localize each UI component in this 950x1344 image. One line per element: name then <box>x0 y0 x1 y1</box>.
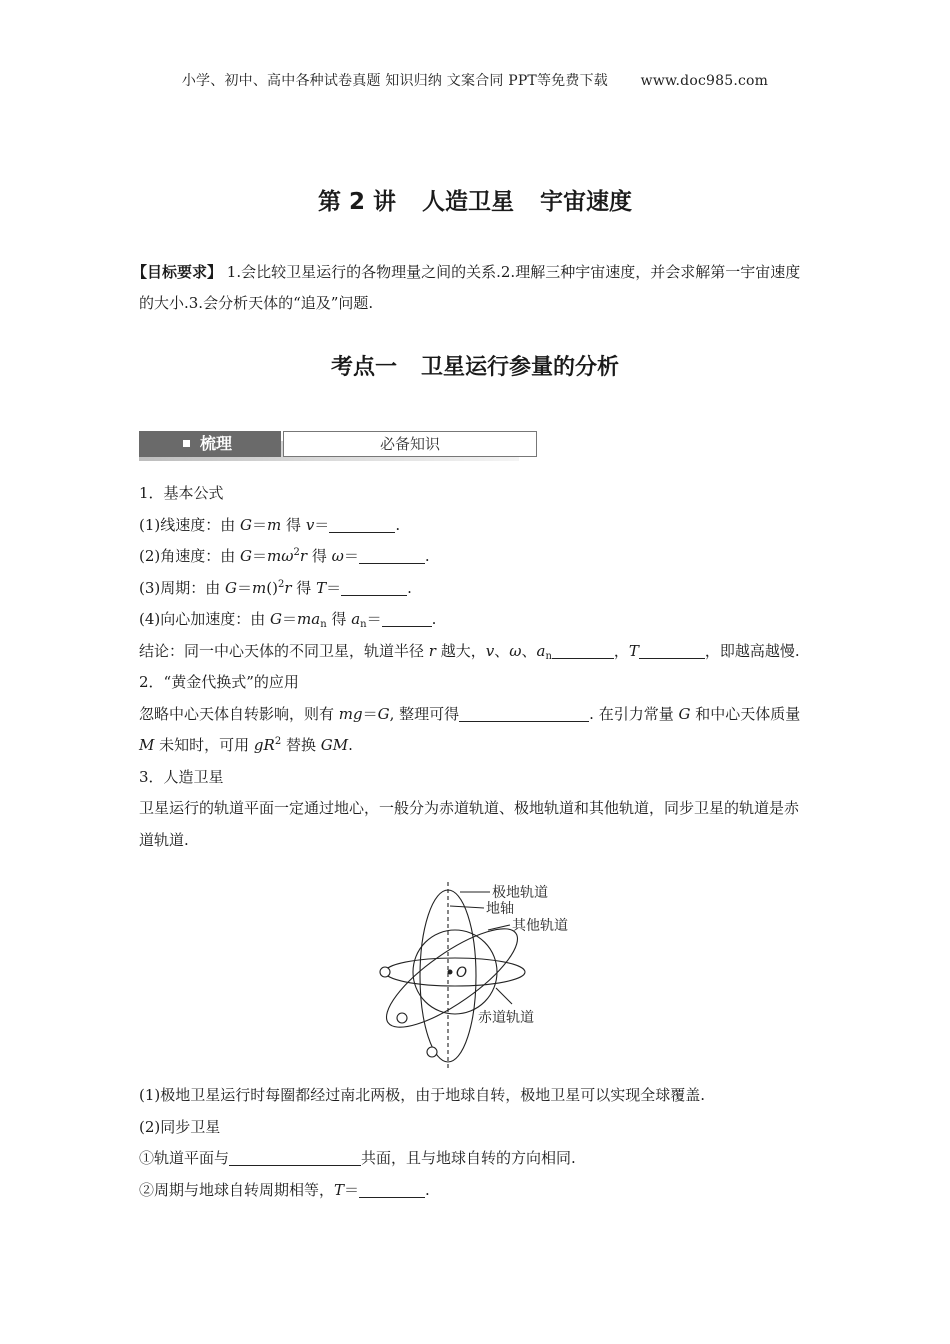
answer-blank[interactable] <box>329 516 395 533</box>
answer-blank[interactable] <box>359 1181 425 1198</box>
goal-label: 【目标要求】 <box>132 263 223 281</box>
var: mg <box>338 704 363 723</box>
earth-circle <box>413 930 497 1014</box>
geo-satellite-heading: (2)同步卫星 <box>139 1117 221 1136</box>
title-part-2: 人造卫星 <box>422 189 515 215</box>
text: 得 <box>326 610 352 628</box>
polar-satellite-text: (1)极地卫星运行时每圈都经过南北两极，由于地球自转，极地卫星可以实现全球覆盖. <box>139 1086 706 1104</box>
var: m <box>267 515 282 534</box>
main-content <box>139 478 811 856</box>
answer-blank[interactable] <box>382 610 432 627</box>
orbit-diagram <box>370 880 590 1070</box>
satellite-orbit-text: 卫星运行的轨道平面一定通过地心，一般分为赤道轨道、极地轨道和其他轨道，同步卫星的轨道是赤道轨道. <box>139 799 800 849</box>
var: v <box>305 515 315 534</box>
text: 未知时，可用 <box>154 736 254 754</box>
var: mω <box>267 547 294 565</box>
var: T <box>334 1180 345 1199</box>
answer-blank[interactable] <box>229 1149 361 1166</box>
formula-linear-velocity <box>139 510 811 542</box>
var: ω <box>509 641 522 660</box>
var: m <box>252 578 267 597</box>
var: ω <box>331 547 344 565</box>
text: 共面，且与地球自转的方向相同. <box>361 1149 576 1167</box>
text: ＝ <box>366 610 382 628</box>
golden-substitution-text <box>139 699 811 762</box>
text: ＝ <box>314 515 330 534</box>
header-site[interactable]: www.doc985.com <box>640 73 769 89</box>
banner-dark-label: 梳理 <box>200 434 233 453</box>
subscript: n <box>360 619 367 630</box>
conclusion <box>139 636 811 668</box>
answer-blank[interactable] <box>552 642 614 659</box>
label-equatorial-orbit: 赤道轨道 <box>478 1010 534 1026</box>
text: ＝ <box>237 578 253 597</box>
var: r <box>284 578 292 597</box>
text: ，即越高越慢. <box>704 641 800 660</box>
leader-equator <box>496 988 512 1004</box>
lecture-title <box>0 183 950 216</box>
text: (1)线速度：由 <box>139 515 241 534</box>
knowledge-banner <box>139 430 519 462</box>
title-part-3: 宇宙速度 <box>540 189 633 215</box>
page-header <box>0 70 950 90</box>
text: . <box>431 610 437 628</box>
answer-blank[interactable] <box>639 642 705 659</box>
text: 和中心天体质量 <box>690 704 801 723</box>
var: G <box>678 704 691 723</box>
var: r <box>299 547 308 565</box>
heading-artificial-satellite: 3．人造卫星 <box>139 767 224 786</box>
answer-blank[interactable] <box>359 547 425 564</box>
header-text: 小学、初中、高中各种试卷真题 知识归纳 文案合同 PPT等免费下载 <box>181 73 608 89</box>
var: ma <box>297 610 321 628</box>
text: ， <box>613 641 629 660</box>
text: 越大， <box>435 641 486 660</box>
text: . <box>348 736 353 754</box>
text: ＝ <box>252 547 268 565</box>
text: (4)向心加速度：由 <box>139 610 271 628</box>
center-dot <box>448 970 453 975</box>
var: G <box>240 547 253 565</box>
var: a <box>351 610 361 628</box>
text: . <box>425 1180 430 1199</box>
var: T <box>628 641 639 660</box>
formula-centripetal-acceleration <box>139 604 811 636</box>
text: . <box>395 515 401 534</box>
section-title <box>0 350 950 381</box>
label-earth-axis: 地轴 <box>486 901 514 917</box>
text: ＝ <box>344 1180 360 1199</box>
text: 、 <box>521 641 537 660</box>
text: ②周期与地球自转周期相等， <box>139 1180 335 1199</box>
text: 得 <box>307 547 332 565</box>
answer-blank[interactable] <box>341 579 407 596</box>
banner-dark-tab <box>139 431 281 457</box>
satellite-equatorial <box>380 967 390 977</box>
orbit-diagram-svg <box>370 880 590 1070</box>
section-part-1: 考点一 <box>330 355 397 380</box>
var: G <box>270 610 283 628</box>
text: ＝ <box>362 704 378 723</box>
text: . 在引力常量 <box>589 704 679 723</box>
content-continued <box>139 1080 811 1206</box>
text: ①轨道平面与 <box>139 1149 230 1167</box>
text: . <box>407 578 412 597</box>
heading-basic-formulas: 1．基本公式 <box>139 484 224 502</box>
label-other-orbit: 其他轨道 <box>512 918 568 934</box>
superscript: 2 <box>293 547 300 558</box>
superscript: 2 <box>277 578 285 590</box>
center-label: O <box>456 965 468 981</box>
text: ＝ <box>282 610 298 628</box>
text: 替换 <box>281 736 321 754</box>
var: G <box>377 704 390 723</box>
text: 、 <box>494 641 510 660</box>
heading-golden-substitution: 2．“黄金代换式”的应用 <box>139 673 299 691</box>
banner-light-tab: 必备知识 <box>283 431 537 457</box>
text: () <box>266 578 278 597</box>
text: 结论：同一中心天体的不同卫星，轨道半径 <box>139 641 429 660</box>
var: G <box>240 515 253 534</box>
var: M <box>139 736 155 754</box>
formula-angular-velocity <box>139 541 811 573</box>
text: , 整理可得 <box>389 704 460 723</box>
text: 得 <box>291 578 317 597</box>
subscript: n <box>545 650 552 662</box>
text: ＝ <box>326 578 342 597</box>
equatorial-orbit <box>385 958 525 986</box>
subscript: n <box>320 619 327 630</box>
goal-text: 1.会比较卫星运行的各物理量之间的关系.2.理解三种宇宙速度，并会求解第一宇宙速度的大小.3.会分析天体的“追及”问题. <box>139 263 801 312</box>
var: a <box>536 641 546 660</box>
geo-period-text <box>139 1175 811 1207</box>
formula-period <box>139 573 811 605</box>
satellite-polar <box>427 1047 437 1057</box>
text: ＝ <box>343 547 359 565</box>
text: ＝ <box>252 515 268 534</box>
var: r <box>428 641 436 660</box>
leader-axis <box>450 906 484 908</box>
text: (2)角速度：由 <box>139 547 241 565</box>
var: GM <box>320 736 349 754</box>
section-part-2: 卫星运行参量的分析 <box>421 355 620 380</box>
var: v <box>485 641 495 660</box>
text: 得 <box>281 515 306 534</box>
text: 忽略中心天体自转影响，则有 <box>139 704 339 723</box>
goal-requirements <box>132 257 811 319</box>
geo-orbit-plane-text <box>139 1143 811 1175</box>
answer-blank[interactable] <box>459 705 589 722</box>
superscript: 2 <box>274 736 282 747</box>
label-polar-orbit: 极地轨道 <box>492 885 548 901</box>
text: (3)周期：由 <box>139 578 226 597</box>
text: . <box>424 547 430 565</box>
title-part-1: 第 2 讲 <box>317 189 397 215</box>
var: G <box>225 578 238 597</box>
satellite-other <box>397 1013 407 1023</box>
square-bullet-icon <box>183 440 190 447</box>
var: gR <box>253 736 275 754</box>
var: T <box>316 578 327 597</box>
